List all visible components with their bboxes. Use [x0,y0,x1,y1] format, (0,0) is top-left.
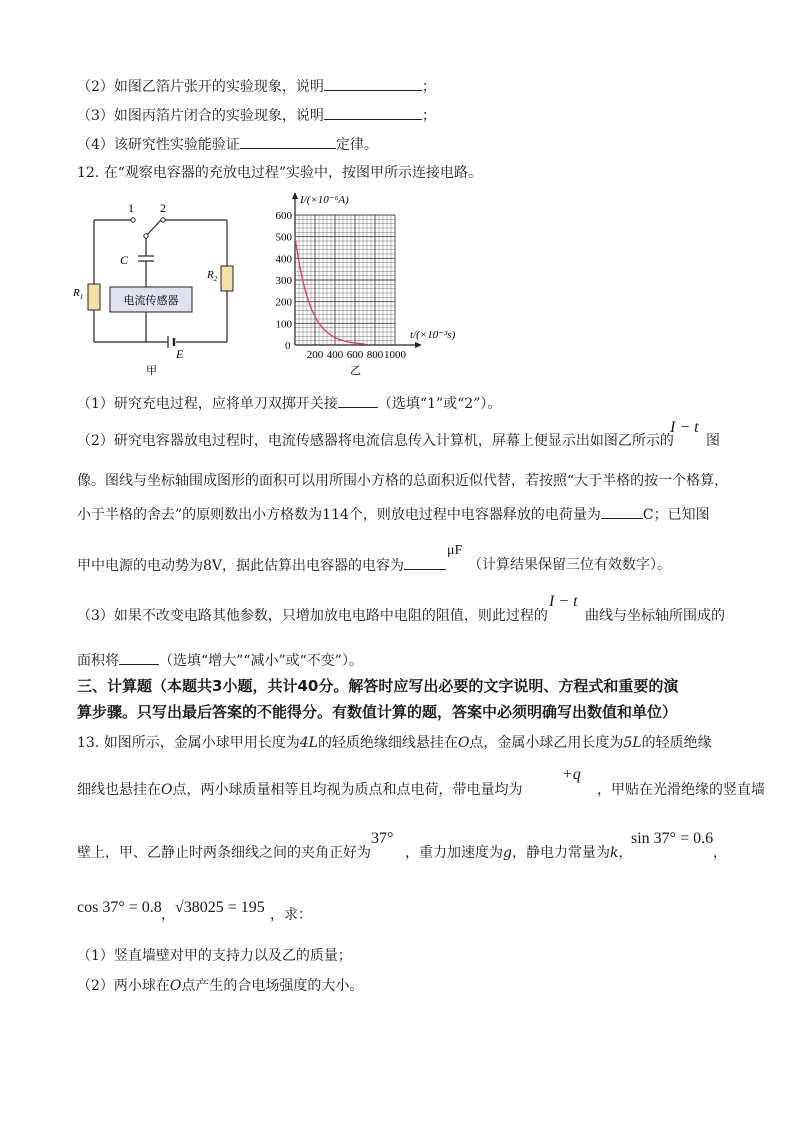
switch-label-2: 2 [160,201,166,215]
q13-text: 点，金属小球乙用长度为 [469,735,624,751]
sensor-label: 电流传感器 [123,294,179,307]
q11-part2-text: （2）如图乙箔片张开的实验现象，说明 [77,79,324,95]
answer-blank[interactable] [324,105,422,120]
battery-label: E [176,347,184,361]
q13-line3-mid [405,843,632,863]
q13-ask: ，求： [270,907,312,923]
q12-part3-text2: 面积将 [77,653,119,669]
q12-part3-line1 [77,606,548,626]
switch-contact-2 [161,218,165,222]
y-axis-arrow [292,192,298,199]
resistor-r2 [221,266,233,291]
origin-label: 0 [285,340,291,352]
q11-part4 [77,134,378,155]
q12-part2-line4 [77,555,446,576]
x-tick-label: 800 [366,349,384,361]
q13-text: ，重力加速度为 [405,845,503,861]
length-5L: 5L [623,735,642,751]
q13-text: 的轻质绝缘细线悬挂在 [317,735,458,751]
q12-part2-text4: 甲中电源的电动势为8V，据此估算出电容器的电容为 [77,558,405,574]
y-tick-label: 500 [275,231,292,244]
x-axis-arrow [415,342,422,348]
q13-text: （2）两小球在 [77,978,170,994]
q12-part3-text2b: （选填“增大”“减小”或“不变”）。 [159,653,363,669]
graph-grid [295,215,395,345]
charge-plus-q: +q [562,766,581,783]
q12-part1 [77,393,501,414]
q11-part3 [77,105,436,126]
answer-blank[interactable] [404,555,446,570]
q11-part4-suffix: 定律。 [335,137,378,153]
y-tick-label: 300 [275,275,292,287]
point-O: O [169,978,182,994]
microfarad-unit: μF [447,543,463,558]
semicolon: ； [421,79,436,95]
answer-blank[interactable] [338,393,378,408]
switch-pivot [144,234,148,238]
section-heading-line2: 算步骤。只写出最后答案的不能得分。有数值计算的题，答案中必须明确写出数值和单位） [77,703,678,721]
x-tick-label: 200 [306,349,324,361]
r1-label: $R_1$ [73,287,84,301]
q13-text: 的轻质绝缘 [641,735,712,751]
q12-part2-text3: 小于半格的舍去”的原则数出小方格数为114个，则放电过程中电容器释放的电荷量为 [77,507,601,523]
q11-part3-text: （3）如图丙箔片闭合的实验现象，说明 [77,108,324,124]
comma: ， [161,907,175,923]
x-tick-label: 1000 [384,349,406,361]
q13-text: 壁上，甲、乙静止时两条细线之间的夹角正好为 [77,845,371,861]
sqrt-expression: √38025 = 195 [175,899,265,916]
y-tick-label: 200 [275,296,292,309]
discharge-graph [268,190,508,380]
q12-part3-text: （3）如果不改变电路其他参数，只增加放电电路中电阻的阻值，则此过程的 [77,608,548,624]
q13-line3 [77,843,371,863]
q12-part2-tu: 图 [706,433,720,449]
y-tick-label: 600 [275,210,292,222]
y-tick-label: 100 [275,318,292,331]
q13-line1 [77,733,712,753]
x-axis-label: t/(×10⁻³s) [410,329,456,341]
angle-37: 37° [371,830,394,847]
section-heading-line1: 三、计算题（本题共3小题，共计40分。解答时应写出必要的文字说明、方程式和重要的演 [77,677,679,695]
y-tick-label: 400 [275,253,292,266]
q12-intro: 12. 在“观察电容器的充放电过程”实验中，按图甲所示连接电路。 [77,165,483,181]
i-t-expression-2: I − t [549,593,578,610]
q12-part2-line2: 像。图线与坐标轴围成图形的面积可以用所围小方格的总面积近似代替，若按照“大于半格的按一个格算， [77,473,729,489]
constant-k: k [609,845,619,861]
resistor-r1 [88,284,100,310]
q13-text: 13. 如图所示，金属小球甲用长度为 [77,735,300,751]
r2-label: $R_2$ [207,269,218,283]
q13-sub1: （1）竖直墙壁对甲的支持力以及乙的质量； [77,948,352,964]
cos-expression: cos 37° = 0.8 [77,899,162,916]
figure-caption-yi: 乙 [350,365,361,377]
answer-blank[interactable] [324,76,422,91]
capacitor-label: C [120,253,129,267]
length-4L: 4L [299,735,318,751]
q12-part2-line3 [77,504,710,525]
x-tick-label: 600 [346,349,364,361]
point-O: O [161,782,173,798]
answer-blank[interactable] [240,134,336,149]
q12-part3-line2 [77,650,363,671]
circuit-diagram [68,196,248,378]
q12-part2-text3b: C；已知图 [642,507,710,523]
figure-caption-jia: 甲 [146,365,157,377]
q12-part2-note: （计算结果保留三位有效数字）。 [468,557,671,573]
q13-line2 [77,780,522,800]
answer-blank[interactable] [119,650,159,665]
q12-part2-text: （2）研究电容器放电过程时，电流传感器将电流信息传入计算机，屏幕上便显示出如图乙所示的 [77,433,674,449]
q13-text: ， [618,845,633,861]
q13-text: 点产生的合电场强度的大小。 [181,978,364,994]
sin-expression: sin 37° = 0.6 [631,830,714,847]
q13-sub2 [77,976,363,996]
q13-text: 点，两小球质量相等且均视为质点和点电荷，带电量均为 [172,782,523,798]
q12-part2-line1 [77,431,674,451]
answer-blank[interactable] [601,504,643,519]
q12-part1-suffix: （选填“1”或“2”）。 [377,396,502,412]
discharge-curve [295,237,365,344]
x-tick-label: 400 [326,349,344,361]
gravity-g: g [503,845,512,861]
q12-part1-text: （1）研究充电过程，应将单刀双掷开关接 [77,396,338,412]
q11-part4-text: （4）该研究性实验能验证 [77,137,240,153]
q12-part3-suffix: 曲线与坐标轴所围成的 [585,608,725,624]
comma: ， [713,845,727,861]
point-O: O [457,735,470,751]
switch-contact-1 [131,218,135,222]
semicolon: ； [421,108,436,124]
i-t-expression: I − t [670,419,699,436]
y-axis-label: I/(×10⁻⁶A) [300,194,349,206]
q13-text: ，静电力常量为 [511,845,610,861]
switch-label-1: 1 [128,201,134,215]
q11-part2 [77,76,436,97]
q13-text: 细线也悬挂在 [77,782,161,798]
q13-line2-tail: ，甲贴在光滑绝缘的竖直墙 [597,782,765,798]
